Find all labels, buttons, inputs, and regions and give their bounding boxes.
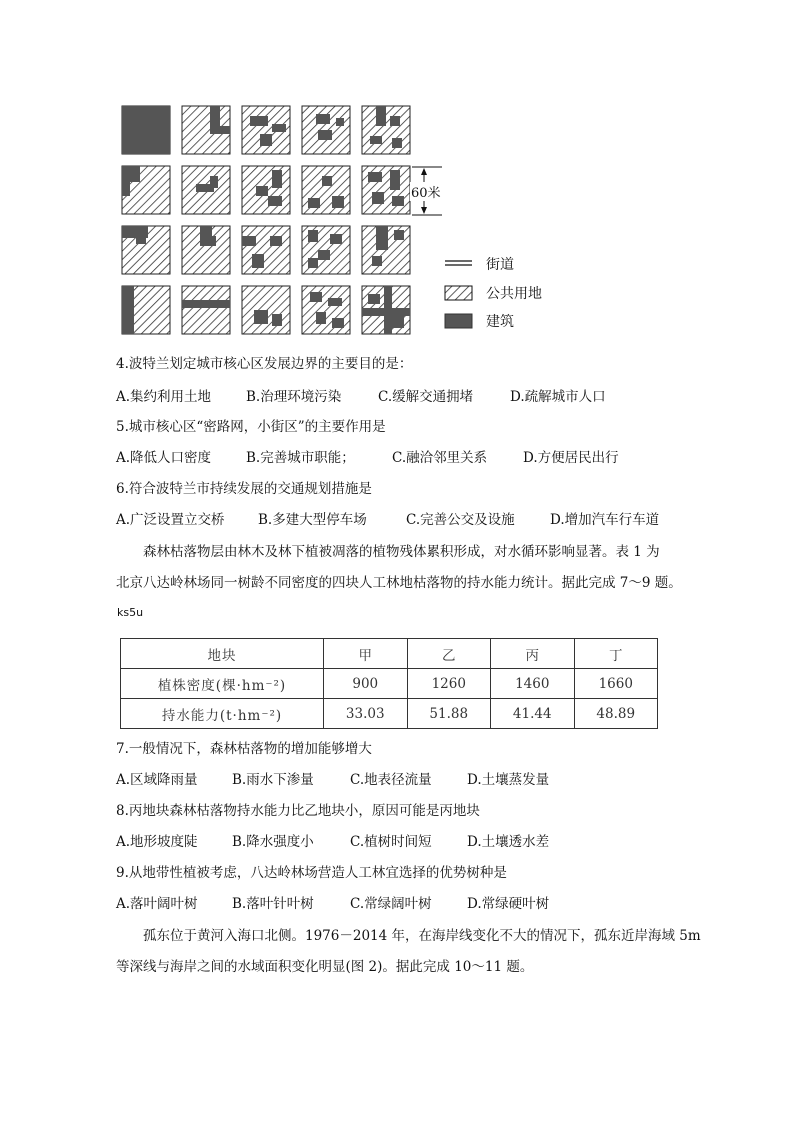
building-footprint <box>122 106 170 154</box>
question-4-option-c: C.缓解交通拥堵 <box>378 389 474 405</box>
watermark-text: ks5u <box>117 606 144 619</box>
question-7-option-a: A.区域降雨量 <box>116 772 198 788</box>
table-row-label: 植株密度(棵·hm⁻²) <box>121 669 324 699</box>
table-row <box>121 699 658 729</box>
legend-building-label: 建筑 <box>486 314 514 330</box>
passage-1-line-2: 北京八达岭林场同一树龄不同密度的四块人工林地枯落物的持水能力统计。据此完成 7～9 题。 <box>116 575 682 591</box>
building-footprint <box>318 250 330 260</box>
building-footprint <box>336 118 344 126</box>
city-block <box>182 226 230 274</box>
building-footprint <box>368 294 380 304</box>
question-7-option-d: D.土壤蒸发量 <box>467 772 550 788</box>
city-block <box>122 106 170 154</box>
building-footprint <box>308 230 318 242</box>
city-block <box>362 106 410 154</box>
building-footprint <box>210 126 230 134</box>
building-footprint <box>330 234 342 244</box>
public-land-legend-icon <box>444 285 474 301</box>
building-footprint <box>122 286 134 334</box>
building-footprint <box>368 172 382 182</box>
building-footprint <box>182 300 230 308</box>
building-footprint <box>272 170 282 188</box>
building-footprint <box>316 114 330 124</box>
table-cell: 33.03 <box>324 699 408 729</box>
building-footprint <box>376 106 386 126</box>
table-row-label: 持水能力(t·hm⁻²) <box>121 699 324 729</box>
street-legend-icon <box>444 258 474 268</box>
building-footprint <box>242 236 256 246</box>
block-grid-figure <box>118 102 542 346</box>
scale-label: 60米 <box>410 182 442 201</box>
question-9-option-c: C.常绿阔叶树 <box>350 896 432 912</box>
building-footprint <box>272 314 282 326</box>
question-9-stem: 9.从地带性植被考虑，八达岭林场营造人工林宜选择的优势树种是 <box>116 865 507 881</box>
building-footprint <box>122 166 130 196</box>
building-footprint <box>250 116 268 126</box>
building-footprint <box>322 176 332 186</box>
question-5-option-b: B.完善城市职能； <box>246 450 355 466</box>
building-footprint <box>392 138 402 148</box>
question-4-option-d: D.疏解城市人口 <box>510 389 606 405</box>
building-footprint <box>270 236 282 246</box>
table-cell: 1260 <box>407 669 491 699</box>
table-header-label: 地块 <box>121 639 324 669</box>
table-column-header: 甲 <box>324 639 408 669</box>
question-4-stem: 4.波特兰划定城市核心区发展边界的主要目的是： <box>116 356 413 372</box>
city-block <box>302 106 350 154</box>
city-block <box>182 106 230 154</box>
building-footprint <box>362 308 410 316</box>
table-cell: 900 <box>324 669 408 699</box>
question-8-stem: 8.丙地块森林枯落物持水能力比乙地块小，原因可能是丙地块 <box>116 803 480 819</box>
question-8-option-d: D.土壤透水差 <box>467 834 550 850</box>
question-5-option-a: A.降低人口密度 <box>116 450 212 466</box>
question-8-option-b: B.降水强度小 <box>232 834 314 850</box>
building-footprint <box>372 256 382 266</box>
city-block <box>362 166 410 214</box>
block-grid-svg <box>118 102 538 342</box>
passage-2-line-2: 等深线与海岸之间的水域面积变化明显(图 2)。据此完成 10～11 题。 <box>116 959 534 975</box>
question-7-option-b: B.雨水下渗量 <box>232 772 314 788</box>
question-5-option-d: D.方便居民出行 <box>523 450 619 466</box>
building-footprint <box>254 310 268 324</box>
building-footprint <box>256 186 268 196</box>
city-block <box>242 226 290 274</box>
question-6-stem: 6.符合波特兰市持续发展的交通规划措施是 <box>116 481 372 497</box>
building-footprint <box>392 316 404 328</box>
question-6-option-c: C.完善公交及设施 <box>406 512 515 528</box>
building-footprint <box>376 226 388 250</box>
question-4-option-a: A.集约利用土地 <box>116 389 212 405</box>
building-footprint <box>272 124 286 132</box>
building-footprint <box>390 170 400 190</box>
table-cell: 1460 <box>491 669 575 699</box>
question-9-option-a: A.落叶阔叶树 <box>116 896 198 912</box>
question-9-option-b: B.落叶针叶树 <box>232 896 314 912</box>
city-block <box>182 166 230 214</box>
building-footprint <box>310 292 322 302</box>
city-block <box>122 286 170 334</box>
table-column-header: 丁 <box>574 639 658 669</box>
building-footprint <box>206 236 216 246</box>
building-footprint <box>392 196 404 206</box>
table-row <box>121 669 658 699</box>
passage-2-line-1: 孤东位于黄河入海口北侧。1976－2014 年，在海岸线变化不大的情况下，孤东近岸海域 5m <box>143 928 701 944</box>
public-land-area <box>242 226 290 274</box>
city-block <box>302 286 350 334</box>
legend-public-land-label: 公共用地 <box>486 286 542 302</box>
table-cell: 48.89 <box>574 699 658 729</box>
question-7-option-c: C.地表径流量 <box>350 772 432 788</box>
building-footprint <box>332 318 344 328</box>
city-block <box>242 286 290 334</box>
building-footprint <box>390 116 400 126</box>
city-block <box>302 226 350 274</box>
building-footprint <box>328 298 342 306</box>
city-block <box>302 166 350 214</box>
city-block <box>182 286 230 334</box>
question-5-stem: 5.城市核心区“密路网，小街区”的主要作用是 <box>116 419 386 435</box>
city-block <box>242 166 290 214</box>
building-footprint <box>260 134 272 146</box>
building-footprint <box>394 230 404 240</box>
table-cell: 1660 <box>574 669 658 699</box>
question-4-option-b: B.治理环境污染 <box>246 389 342 405</box>
passage-1-line-1: 森林枯落物层由林木及林下植被凋落的植物残体累积形成，对水循环影响显著。表 1 为 <box>143 544 660 560</box>
city-block <box>362 286 410 334</box>
question-5-option-c: C.融洽邻里关系 <box>392 450 488 466</box>
table-column-header: 乙 <box>407 639 491 669</box>
question-7-stem: 7.一般情况下，森林枯落物的增加能够增大 <box>116 741 372 757</box>
question-8-option-a: A.地形坡度陡 <box>116 834 198 850</box>
question-6-option-a: A.广泛设置立交桥 <box>116 512 225 528</box>
building-footprint <box>210 176 218 188</box>
building-footprint <box>332 196 344 208</box>
question-6-option-d: D.增加汽车行车道 <box>550 512 660 528</box>
city-block <box>362 226 410 274</box>
building-footprint <box>318 130 332 140</box>
city-block <box>242 106 290 154</box>
building-footprint <box>268 196 282 206</box>
public-land-area <box>182 286 230 334</box>
table-column-header: 丙 <box>491 639 575 669</box>
building-footprint <box>136 226 146 244</box>
question-8-option-c: C.植树时间短 <box>350 834 432 850</box>
building-footprint <box>316 312 326 324</box>
forest-litter-table <box>120 638 658 729</box>
question-9-option-d: D.常绿硬叶树 <box>467 896 550 912</box>
question-6-option-b: B.多建大型停车场 <box>258 512 367 528</box>
building-footprint <box>308 198 320 208</box>
city-block <box>122 166 170 214</box>
legend-street-label: 街道 <box>486 257 514 273</box>
building-footprint <box>370 136 382 144</box>
table-header-row <box>121 639 658 669</box>
city-block <box>122 226 170 274</box>
building-legend-icon <box>444 313 474 329</box>
building-footprint <box>308 258 318 268</box>
building-footprint <box>372 192 384 204</box>
table-cell: 51.88 <box>407 699 491 729</box>
table-cell: 41.44 <box>491 699 575 729</box>
building-footprint <box>252 254 264 268</box>
